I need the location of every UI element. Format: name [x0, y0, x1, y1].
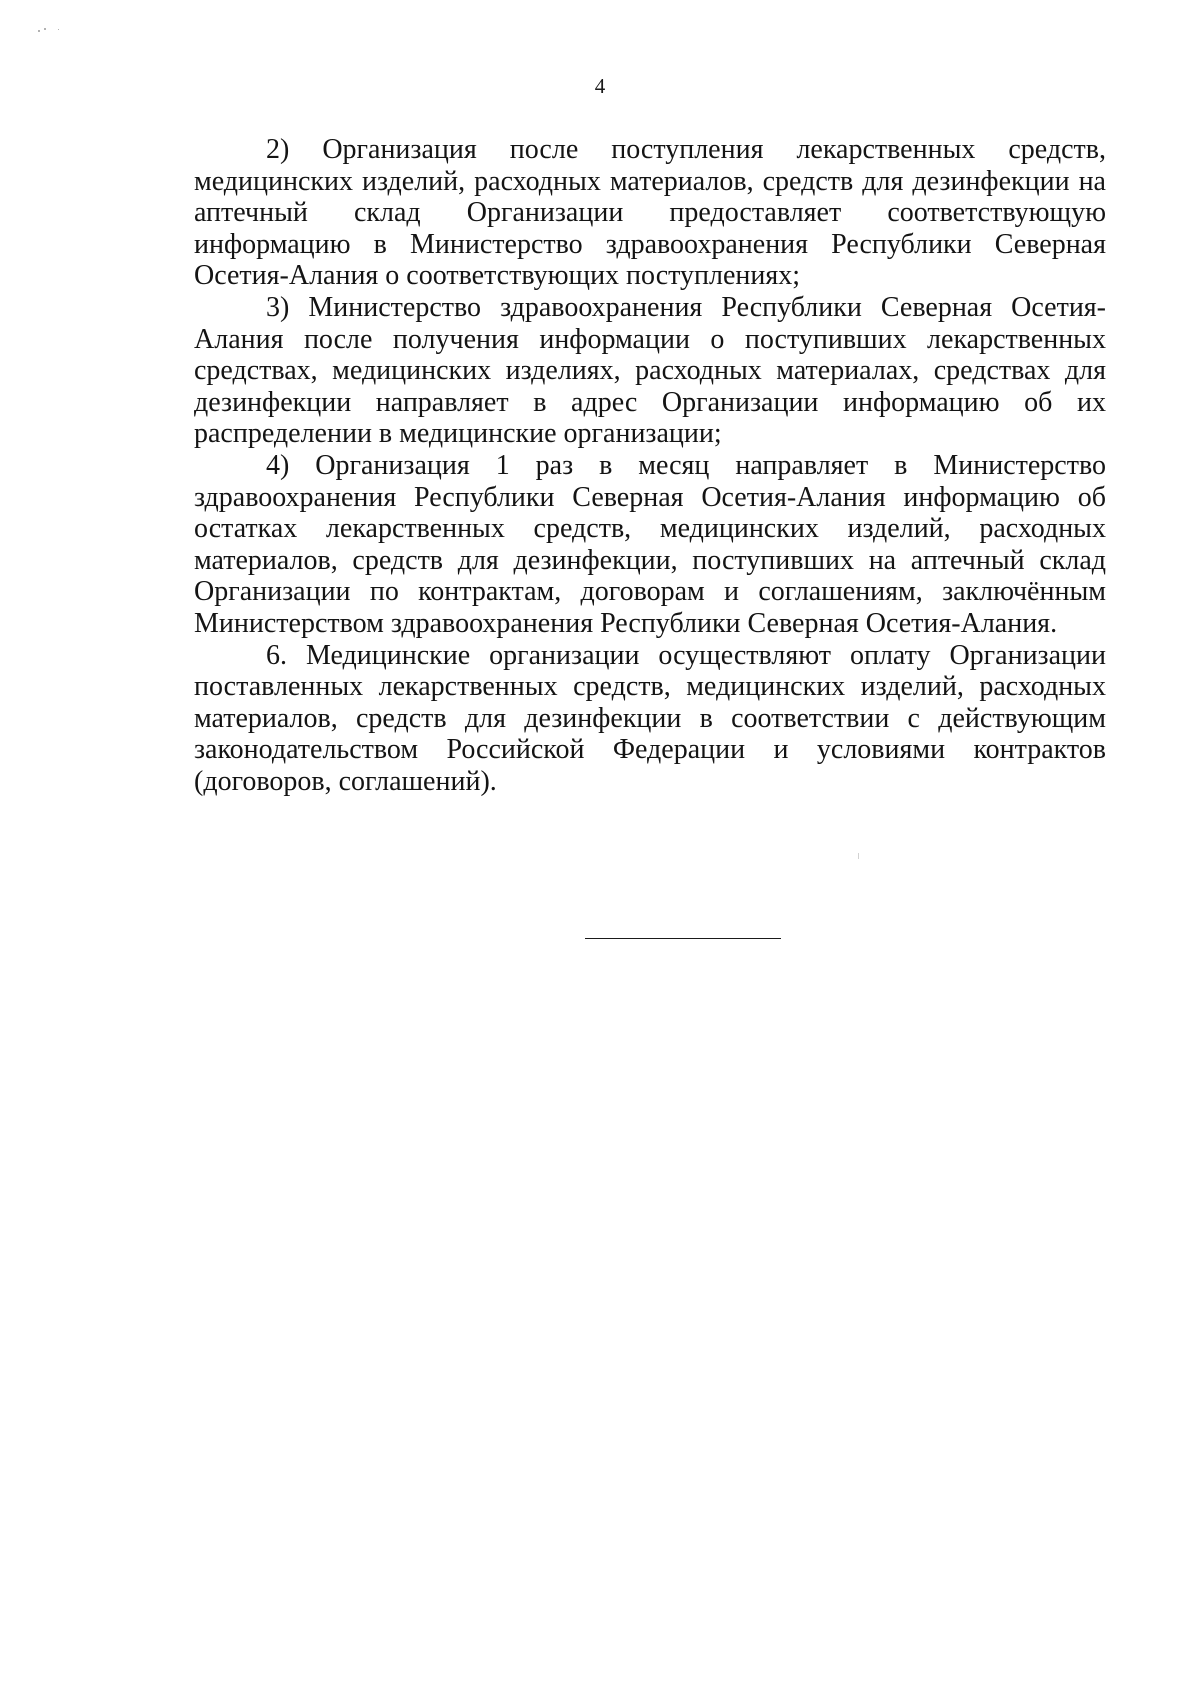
- paragraph-clause-6: 6. Медицинские организации осуществляют оплату Организации поставленных лекарственных средств, медицинских изделий, расходных материалов, средств для дезинфекции в соответствии с действующим законодательством Российской Федерации и условиями контрактов (договоров, соглашений).: [194, 639, 1106, 797]
- paragraph-item-4: 4) Организация 1 раз в месяц направляет в Министерство здравоохранения Республики Северная Осетия-Алания информацию об остатках лекарственных средств, медицинских изделий, расходных материалов, средств для дезинфекции, поступивших на аптечный склад Организации по контрактам, договорам и соглашениям, заключённым Министерством здравоохранения Республики Северная Осетия-Алания.: [194, 449, 1106, 639]
- scan-speck-mark: [858, 853, 859, 859]
- page-number: 4: [594, 74, 606, 98]
- end-of-text-rule: [585, 938, 781, 939]
- document-body: [194, 134, 1106, 797]
- paragraph-item-3: 3) Министерство здравоохранения Республики Северная Осетия-Алания после получения информации о поступивших лекарственных средствах, медицинских изделиях, расходных материалах, средствах для дезинфекции направляет в адрес Организации информацию об их распределении в медицинские организации;: [194, 291, 1106, 450]
- scan-speck-mark: [38, 28, 64, 32]
- paragraph-item-2: 2) Организация после поступления лекарственных средств, медицинских изделий, расходных материалов, средств для дезинфекции на аптечный склад Организации предоставляет соответствующую информацию в Министерство здравоохранения Республики Северная Осетия-Алания о соответствующих поступлениях;: [194, 134, 1106, 292]
